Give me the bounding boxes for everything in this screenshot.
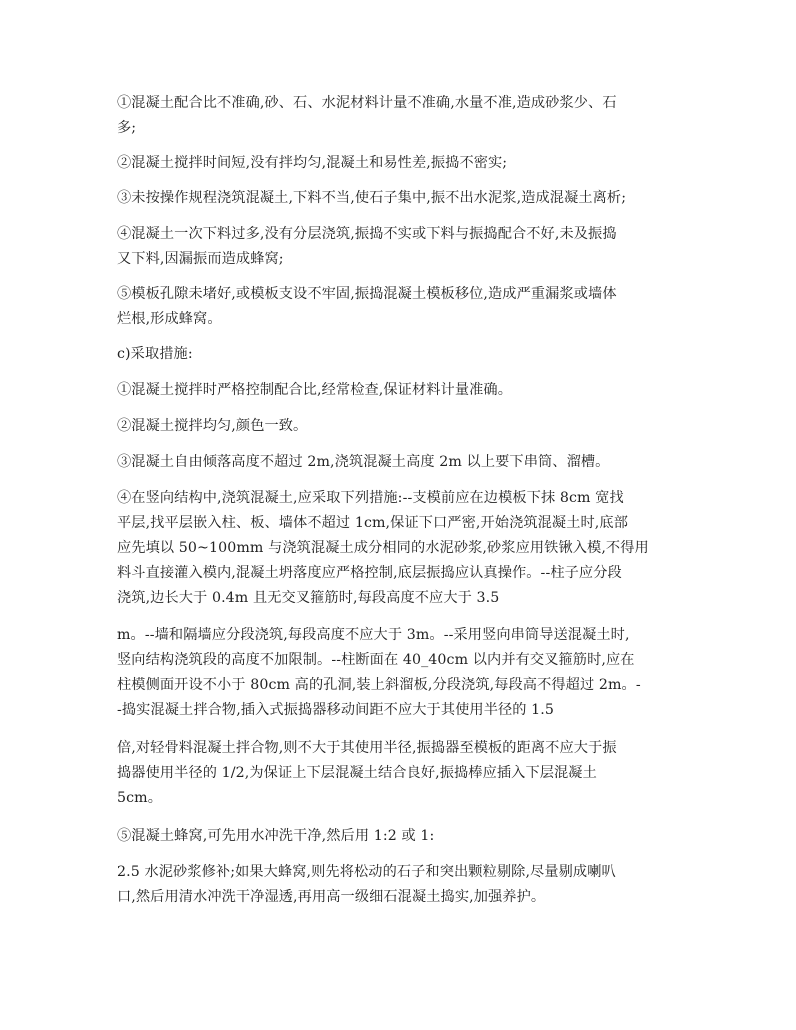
text-line: ④混凝土一次下料过多,没有分层浇筑,振捣不实或下料与振捣配合不好,未及振捣 [117, 226, 617, 242]
text-line: 捣器使用半径的 1/2,为保证上下层混凝土结合良好,振捣棒应插入下层混凝土 [117, 765, 597, 781]
paragraph [117, 378, 687, 403]
paragraph [117, 824, 687, 849]
paragraph [117, 486, 687, 611]
text-line: 多; [117, 120, 137, 136]
text-line: ①混凝土搅拌时严格控制配合比,经常检查,保证材料计量准确。 [117, 382, 512, 398]
text-line: m。--墙和隔墙应分段浇筑,每段高度不应大于 3m。--采用竖向串筒导送混凝土时, [117, 627, 630, 643]
text-line: ②混凝土搅拌时间短,没有拌均匀,混凝土和易性差,振捣不密实; [117, 155, 508, 171]
text-line: 倍,对轻骨料混凝土拌合物,则不大于其使用半径,振捣器至模板的距离不应大于振 [117, 740, 617, 756]
text-line: 又下料,因漏振而造成蜂窝; [117, 251, 284, 267]
text-line: 平层,找平层嵌入柱、板、墙体不超过 1cm,保证下口严密,开始浇筑混凝土时,底部 [117, 515, 628, 531]
text-line: 浇筑,边长大于 0.4m 且无交叉箍筋时,每段高度不应大于 3.5 [117, 590, 500, 606]
text-line: ④在竖向结构中,浇筑混凝土,应采取下列措施:--支模前应在边模板下抹 8cm 宽找 [117, 490, 624, 506]
text-line: 5cm。 [117, 790, 163, 806]
text-line: -捣实混凝土拌合物,插入式振捣器移动间距不应大于其使用半径的 1.5 [117, 702, 555, 718]
text-line: ①混凝土配合比不准确,砂、石、水泥材料计量不准确,水量不准,造成砂浆少、石 [117, 95, 617, 111]
text-line: ③未按操作规程浇筑混凝土,下料不当,使石子集中,振不出水泥浆,造成混凝土离析; [117, 190, 627, 206]
text-line: 柱模侧面开设不小于 80cm 高的孔洞,装上斜溜板,分段浇筑,每段高不得超过 2m。- [117, 677, 641, 693]
section-heading [117, 342, 687, 367]
paragraph [117, 450, 687, 475]
text-line: ⑤混凝土蜂窝,可先用水冲洗干净,然后用 1:2 或 1: [117, 828, 435, 844]
text-line: 烂根,形成蜂窝。 [117, 311, 222, 327]
paragraph [117, 414, 687, 439]
paragraph [117, 623, 687, 723]
text-line: 竖向结构浇筑段的高度不加限制。--柱断面在 40_40cm 以内并有交叉箍筋时,应在 [117, 652, 635, 668]
text-line: ③混凝土自由倾落高度不超过 2m,浇筑混凝土高度 2m 以上要下串筒、溜槽。 [117, 454, 610, 470]
text-line: ②混凝土搅拌均匀,颜色一致。 [117, 418, 308, 434]
paragraph [117, 860, 687, 910]
paragraph [117, 222, 687, 272]
text-line: c)采取措施: [117, 346, 193, 362]
paragraph [117, 736, 687, 811]
paragraph [117, 186, 687, 211]
paragraph [117, 91, 687, 141]
text-line: 料斗直接灌入模内,混凝土坍落度应严格控制,底层振捣应认真操作。--柱子应分段 [117, 565, 622, 581]
paragraph [117, 282, 687, 332]
text-line: ⑤模板孔隙未堵好,或模板支设不牢固,振捣混凝土模板移位,造成严重漏浆或墙体 [117, 286, 617, 302]
text-line: 口,然后用清水冲洗干净湿透,再用高一级细石混凝土捣实,加强养护。 [117, 889, 546, 905]
text-line: 2.5 水泥砂浆修补;如果大蜂窝,则先将松动的石子和突出颗粒剔除,尽量剔成喇叭 [117, 864, 616, 880]
paragraph [117, 151, 687, 176]
text-line: 应先填以 50~100mm 与浇筑混凝土成分相同的水泥砂浆,砂浆应用铁锹入模,不得用 [117, 540, 649, 556]
